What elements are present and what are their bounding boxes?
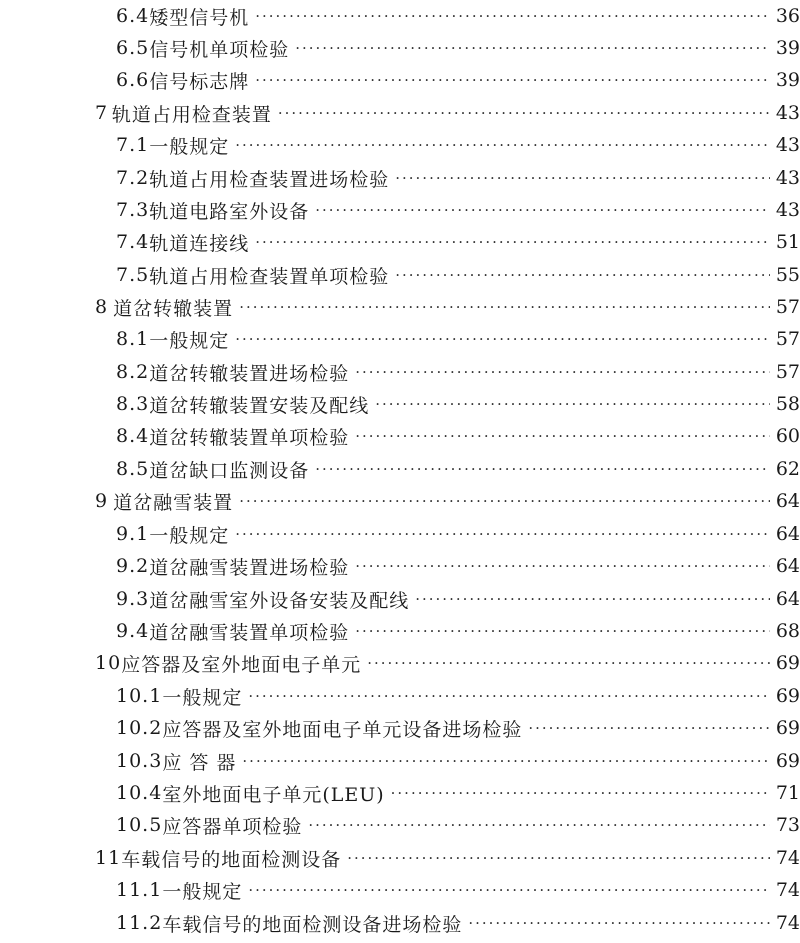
section-title: 道岔缺口监测设备 [149,459,310,482]
section-title: 一般规定 [149,135,230,158]
section-title: 轨道占用检查装置进场检验 [149,168,390,191]
dot-leader [308,816,769,834]
toc-entry-6-5[interactable] [0,32,800,64]
toc-entry-10-2[interactable] [0,712,800,744]
section-number: 7.5 [116,264,150,286]
section-title: 应答器及室外地面电子单元设备进场检验 [162,718,523,741]
section-number: 7.1 [116,134,150,156]
section-title: 道岔融雪室外设备安装及配线 [149,589,410,612]
toc-chapter-7[interactable] [0,97,800,129]
page-number: 39 [775,69,800,91]
chapter-number: 11 [95,847,122,869]
dot-leader [355,557,770,575]
chapter-number: 9 [95,490,109,512]
section-number: 10.2 [116,717,163,739]
dot-leader [278,104,770,122]
page-number: 58 [775,393,800,415]
dot-leader [255,71,770,89]
dot-leader [355,363,770,381]
page-number: 69 [775,717,800,739]
section-title: 道岔转辙装置进场检验 [149,362,350,385]
dot-leader [315,201,770,219]
section-title: 一般规定 [149,524,230,547]
toc-chapter-9[interactable] [0,485,800,517]
page-number: 64 [775,523,800,545]
chapter-number: 8 [95,296,109,318]
dot-leader [347,849,770,867]
dot-leader [255,233,770,251]
page-number: 57 [775,361,800,383]
dot-leader [391,784,770,802]
section-title: 车载信号的地面检测设备进场检验 [162,913,463,936]
dot-leader [375,395,770,413]
chapter-title: 车载信号的地面检测设备 [121,848,342,871]
toc-entry-10-3[interactable] [0,745,800,777]
page-number: 73 [775,814,800,836]
dot-leader [528,719,769,737]
toc-entry-9-2[interactable] [0,550,800,582]
dot-leader [239,492,770,510]
section-number: 8.3 [116,393,150,415]
section-number: 10.4 [116,782,163,804]
section-title: 信号标志牌 [149,70,250,93]
chapter-number: 7 [95,102,109,124]
toc-entry-8-2[interactable] [0,356,800,388]
section-title: 室外地面电子单元(LEU) [162,783,385,806]
dot-leader [295,39,770,57]
page-number: 68 [775,620,800,642]
dot-leader [248,687,769,705]
section-title: 一般规定 [162,686,243,709]
toc-entry-7-4[interactable] [0,226,800,258]
section-title: 信号机单项检验 [149,38,290,61]
dot-leader [255,7,770,25]
page-number: 71 [775,782,800,804]
page-number: 43 [775,134,800,156]
page-number: 51 [775,231,800,253]
toc-entry-8-5[interactable] [0,453,800,485]
page-number: 64 [775,555,800,577]
dot-leader [468,914,769,932]
toc-entry-11-2[interactable] [0,907,800,939]
section-number: 9.3 [116,588,150,610]
dot-leader [367,654,770,672]
toc-entry-7-2[interactable] [0,162,800,194]
section-title: 应 答 器 [162,751,237,774]
dot-leader [395,266,770,284]
page-number: 43 [775,167,800,189]
section-title: 道岔融雪装置进场检验 [149,556,350,579]
section-title: 道岔转辙装置单项检验 [149,426,350,449]
toc-entry-11-1[interactable] [0,874,800,906]
section-number: 8.4 [116,425,150,447]
dot-leader [355,427,770,445]
section-number: 10.5 [116,814,163,836]
page-number: 36 [775,5,800,27]
section-number: 6.5 [116,37,150,59]
toc-entry-9-3[interactable] [0,583,800,615]
dot-leader [315,460,770,478]
page-number: 64 [775,490,800,512]
section-title: 应答器单项检验 [162,815,303,838]
section-number: 9.2 [116,555,150,577]
toc-entry-9-4[interactable] [0,615,800,647]
toc-entry-9-1[interactable] [0,518,800,550]
toc-entry-8-4[interactable] [0,420,800,452]
chapter-title: 轨道占用检查装置 [111,103,272,126]
section-title: 道岔转辙装置安装及配线 [149,394,370,417]
section-number: 7.4 [116,231,150,253]
section-number: 7.3 [116,199,150,221]
chapter-title: 应答器及室外地面电子单元 [121,653,362,676]
section-title: 轨道连接线 [149,232,250,255]
section-title: 一般规定 [162,880,243,903]
section-number: 7.2 [116,167,150,189]
page-number: 74 [775,912,800,934]
section-number: 8.2 [116,361,150,383]
section-number: 9.4 [116,620,150,642]
toc-chapter-11[interactable] [0,842,800,874]
section-title: 轨道占用检查装置单项检验 [149,265,390,288]
section-number: 10.3 [116,750,163,772]
dot-leader [395,169,770,187]
section-title: 道岔融雪装置单项检验 [149,621,350,644]
page-number: 74 [775,847,800,869]
page-number: 55 [775,264,800,286]
page-number: 69 [775,685,800,707]
page-number: 60 [775,425,800,447]
page-number: 69 [775,750,800,772]
section-number: 11.1 [116,879,163,901]
toc-entry-6-6[interactable] [0,64,800,96]
toc-entry-7-5[interactable] [0,259,800,291]
dot-leader [355,622,770,640]
section-number: 8.1 [116,328,150,350]
dot-leader [248,881,769,899]
page-number: 57 [775,328,800,350]
chapter-title: 道岔转辙装置 [113,297,234,320]
toc-chapter-10[interactable] [0,647,800,679]
section-number: 11.2 [116,912,163,934]
section-number: 6.4 [116,5,150,27]
page-number: 64 [775,588,800,610]
toc-entry-7-1[interactable] [0,129,800,161]
section-number: 6.6 [116,69,150,91]
page-number: 57 [775,296,800,318]
page-number: 62 [775,458,800,480]
section-number: 8.5 [116,458,150,480]
dot-leader [239,298,770,316]
chapter-number: 10 [95,652,122,674]
section-title: 一般规定 [149,329,230,352]
dot-leader [235,330,770,348]
section-title: 轨道电路室外设备 [149,200,310,223]
toc-entry-10-4[interactable] [0,777,800,809]
page-number: 74 [775,879,800,901]
toc-entry-8-1[interactable] [0,323,800,355]
chapter-title: 道岔融雪装置 [113,491,234,514]
toc-entry-8-3[interactable] [0,388,800,420]
section-title: 矮型信号机 [149,6,250,29]
dot-leader [242,752,769,770]
page-number: 43 [775,199,800,221]
dot-leader [415,590,770,608]
dot-leader [235,525,770,543]
page-number: 69 [775,652,800,674]
toc-entry-10-1[interactable] [0,680,800,712]
toc-entry-6-4[interactable] [0,0,800,32]
section-number: 10.1 [116,685,163,707]
toc-chapter-8[interactable] [0,291,800,323]
toc-entry-7-3[interactable] [0,194,800,226]
page-number: 43 [775,102,800,124]
toc-entry-10-5[interactable] [0,809,800,841]
page-number: 39 [775,37,800,59]
section-number: 9.1 [116,523,150,545]
dot-leader [235,136,770,154]
